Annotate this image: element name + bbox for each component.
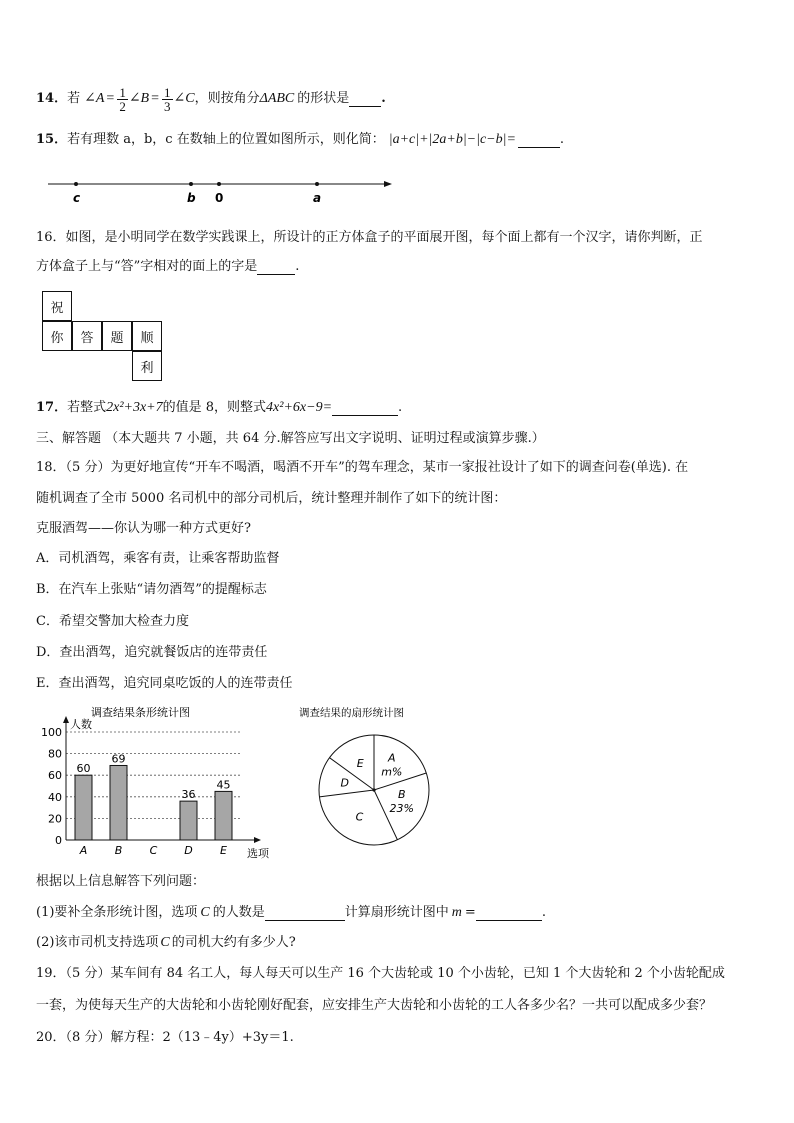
bar-chart-x-arrow (254, 837, 261, 843)
q18-sub1-blank-2[interactable] (476, 906, 542, 921)
label-zero: 0 (215, 191, 224, 205)
bar-chart-ytick: 100 (41, 726, 62, 739)
survey-option-d: D．查出酒驾，追究就餐饭店的连带责任 (36, 645, 268, 660)
question-15 (36, 130, 564, 150)
net-cell-zhu: 祝 (42, 291, 72, 321)
section-3-heading: 三、解答题 （本大题共 7 小题，共 64 分.解答应写出文字说明、证明过程或演算步骤.） (36, 431, 545, 446)
bar-chart-ylabel: 人数 (70, 718, 92, 731)
q14-eq-1: = (106, 91, 115, 106)
net-cell-ni: 你 (42, 321, 72, 351)
q15-answer-blank[interactable] (518, 133, 560, 148)
q14-text-3: 的形状是 (297, 91, 350, 106)
question-18-line-1: 18．（5 分）为更好地宣传“开车不喝酒，喝酒不开车”的驾车理念，某市一家报社设计了如下的调查问卷(单选). 在 (36, 460, 689, 475)
q18-sub1-text: (1)要补全条形统计图，选项 (36, 905, 198, 920)
label-c: c (73, 191, 81, 205)
q18-sub-1 (36, 904, 546, 922)
bar-category-a: A (79, 844, 88, 857)
q15-number: 15． (36, 132, 68, 147)
q15-expression: |a+c|+|2a+b|−|c−b|= (388, 132, 516, 147)
q16-text: 方体盒子上与“答”字相对的面上的字是 (36, 259, 258, 274)
question-17 (36, 399, 402, 417)
q15-text: 若有理数 a，b，c 在数轴上的位置如图所示，则化简： (67, 132, 385, 147)
bar-chart-title: 调查结果条形统计图 (91, 706, 190, 719)
q18-sub1-c: C (200, 905, 210, 920)
bar-chart-ytick: 40 (48, 790, 62, 804)
bar-d (180, 801, 197, 840)
q17-number: 17． (36, 400, 68, 415)
q16-end: . (295, 259, 300, 274)
q18-sub1-m: m (451, 905, 462, 920)
question-19-line-2: 一套，为使每天生产的大齿轮和小齿轮刚好配套，应安排生产大齿轮和小齿轮的工人各多少名？一共可以配成多少套？ (36, 998, 713, 1013)
q15-end: . (559, 132, 565, 147)
pie-value-b: 23% (389, 802, 414, 816)
q17-expression-1: 2x²+3x+7 (106, 400, 163, 415)
survey-option-c: C．希望交警加大检查力度 (36, 614, 189, 629)
pie-divider-d (319, 790, 374, 797)
q14-angle-a: ∠A (84, 91, 105, 106)
q17-text-2: 的值是 8，则整式 (162, 400, 267, 415)
number-line-figure (40, 172, 400, 208)
bar-a (75, 775, 92, 840)
q17-expression-2: 4x²+6x−9= (266, 400, 333, 415)
net-cell-da: 答 (72, 321, 102, 351)
question-18-line-2: 随机调查了全市 5000 名司机中的部分司机后，统计整理并制作了如下的统计图： (36, 491, 507, 506)
number-line-arrow (384, 181, 392, 187)
q14-angle-b: ∠B (128, 91, 150, 106)
q18-sub2-text: (2)该市司机支持选项 (36, 935, 159, 950)
q18-instructions: 根据以上信息解答下列问题： (36, 874, 206, 889)
q17-answer-blank[interactable] (332, 401, 398, 416)
point-b (189, 182, 193, 186)
bar-label-e: 45 (216, 778, 231, 792)
net-cell-ti: 题 (102, 321, 132, 351)
q14-triangle: ΔABC (259, 91, 295, 106)
bar-label-b: 69 (111, 752, 126, 766)
bar-category-d: D (184, 844, 193, 857)
pie-divider-e (330, 758, 374, 790)
q18-sub1-text-3: 计算扇形统计图中 (344, 905, 449, 920)
bar-chart-y-arrow (63, 716, 69, 723)
point-c (74, 182, 78, 186)
survey-option-b: B．在汽车上张贴“请勿酒驾”的提醒标志 (36, 582, 267, 597)
bar-label-d: 36 (181, 788, 196, 802)
pie-chart (296, 704, 446, 854)
q17-text: 若整式 (67, 400, 107, 415)
q14-answer-blank[interactable] (349, 92, 381, 107)
q14-eq-2: = (151, 91, 160, 106)
q18-sub1-text-2: 的人数是 (212, 905, 265, 920)
pie-label-c: C (355, 810, 364, 824)
question-16-line-2 (36, 258, 299, 276)
bar-chart-ytick: 60 (48, 769, 62, 783)
q14-text-2: ，则按角分 (194, 91, 260, 106)
survey-title: 克服酒驾——你认为哪一种方式更好? (36, 521, 251, 536)
net-cell-shun: 顺 (132, 321, 162, 351)
q14-end: . (381, 91, 386, 106)
bar-b (110, 765, 127, 840)
survey-option-a: A．司机酒驾，乘客有责，让乘客帮助监督 (36, 551, 280, 566)
bar-category-b: B (114, 844, 123, 857)
pie-chart-title: 调查结果的扇形统计图 (299, 707, 404, 719)
net-cell-li: 利 (132, 351, 162, 381)
q18-sub1-end: . (541, 905, 546, 920)
bar-chart-ytick: 0 (55, 834, 62, 847)
question-16-line-1: 16．如图，是小明同学在数学实践课上，所设计的正方体盒子的平面展开图，每个面上都有一个汉字，请你判断，正 (36, 230, 703, 245)
q18-sub2-c: C (160, 935, 170, 950)
q18-sub2-text-2: 的司机大约有多少人? (171, 935, 296, 950)
bar-chart-ytick: 80 (48, 747, 62, 761)
q17-end: . (398, 400, 403, 415)
q16-answer-blank[interactable] (257, 260, 295, 275)
question-20: 20．（8 分）解方程：2（13﹣4y）+3y＝1. (36, 1030, 294, 1045)
bar-category-e: E (220, 844, 227, 857)
survey-option-e: E．查出酒驾，追究同桌吃饭的人的连带责任 (36, 676, 293, 691)
bar-chart-ytick: 20 (48, 812, 62, 826)
bar-category-c: C (149, 844, 158, 857)
question-19-line-1: 19．（5 分）某车间有 84 名工人，每人每天可以生产 16 个大齿轮或 10 个小齿轮，已知 1 个大齿轮和 2 个小齿轮配成 (36, 966, 725, 981)
pie-label-a: A (388, 751, 396, 765)
label-b: b (187, 191, 196, 205)
label-a: a (313, 191, 322, 205)
q14-frac-1: $\frac{1}{2}$ (119, 84, 126, 114)
bar-chart-xlabel: 选项 (247, 847, 269, 860)
point-a (315, 182, 319, 186)
q18-sub-2 (36, 934, 296, 952)
q14-frac-2: $\frac{1}{3}$ (164, 84, 171, 114)
q14-angle-c: ∠C (173, 91, 195, 106)
q18-sub1-eq: = (464, 905, 476, 920)
pie-label-e: E (356, 757, 364, 771)
pie-value-a: m% (381, 765, 403, 779)
point-zero (217, 182, 221, 186)
bar-e (215, 791, 232, 840)
pie-label-d: D (340, 776, 349, 790)
q14-text: 若 (67, 91, 81, 106)
pie-center (372, 788, 375, 791)
bar-label-a: 60 (76, 762, 91, 776)
q14-number: 14． (36, 91, 68, 106)
bar-chart (36, 702, 286, 862)
pie-label-b: B (397, 788, 406, 802)
q18-sub1-blank-1[interactable] (265, 906, 345, 921)
question-14 (36, 86, 386, 112)
